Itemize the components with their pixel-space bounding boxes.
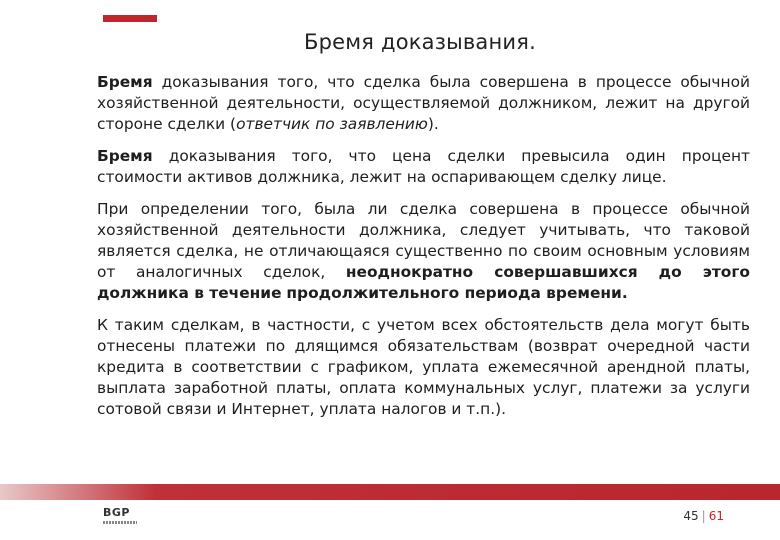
p3-bold-b: продолжительного периода времени. bbox=[286, 284, 628, 302]
logo-text: BGP bbox=[103, 506, 130, 519]
p2-text: доказывания того, что цена сделки превысила один процент стоимости активов должника, лежит на оспаривающем сделку лице. bbox=[97, 147, 750, 186]
footer-bar bbox=[0, 484, 780, 500]
p4-text: К таким сделкам, в частности, с учетом всех обстоятельств дела могут быть отнесены платежи по длящимся обязательствам (возврат очередной части кредита в соответствии с графиком, уплата ежемесячной арендной платы, выплата заработной платы, оплата коммунальных услуг, платежи за услуги сотовой связи и Интернет, уплата налогов и т.п.). bbox=[97, 316, 750, 418]
paragraph-4 bbox=[97, 315, 750, 420]
page-current: 45 bbox=[683, 509, 699, 523]
p1-bold-lead: Бремя bbox=[97, 73, 153, 91]
p2-bold-lead: Бремя bbox=[97, 147, 153, 165]
p3-bold-a: неоднократно совершавшихся до этого должника в течение bbox=[97, 263, 750, 302]
accent-bar bbox=[103, 15, 157, 22]
p1-italic: ответчик по заявлению bbox=[236, 115, 428, 133]
page-separator: | bbox=[701, 509, 706, 523]
p1-tail: ). bbox=[427, 115, 439, 133]
logo-underline bbox=[103, 521, 137, 524]
company-logo bbox=[103, 507, 139, 525]
slide-body bbox=[97, 72, 750, 431]
paragraph-2 bbox=[97, 146, 750, 188]
p1-text: доказывания того, что сделка была совершена в процессе обычной хозяйственной деятельности, осуществляемой должником, лежит на другой стороне сделки ( bbox=[97, 73, 750, 133]
p3-text: При определении того, была ли сделка совершена в процессе обычной хозяйственной деятельности должника, следует учитывать, что таковой является сделка, не отличающаяся существенно по своим основным условиям от аналогичных сделок, bbox=[97, 200, 750, 281]
paragraph-1 bbox=[97, 72, 750, 135]
slide-title: Бремя доказывания. bbox=[303, 30, 536, 54]
paragraph-3 bbox=[97, 199, 750, 304]
page-indicator bbox=[683, 509, 724, 523]
page-total: 61 bbox=[708, 509, 724, 523]
